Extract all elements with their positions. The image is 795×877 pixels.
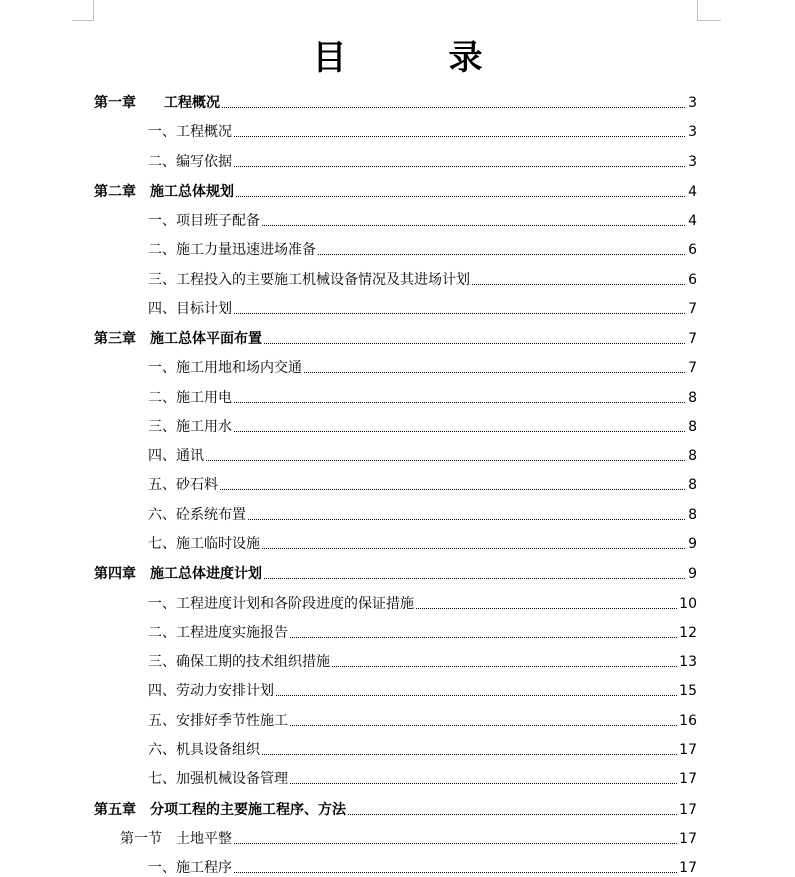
toc-entry[interactable] — [148, 119, 697, 141]
toc-entry-page-number: 12 — [679, 625, 697, 641]
toc-entry[interactable] — [148, 766, 697, 788]
toc-dot-leader — [348, 813, 677, 815]
toc-entry-page-number: 16 — [679, 713, 697, 729]
toc-entry-page-number: 8 — [688, 448, 697, 464]
toc-entry-label: 一、项目班子配备 — [148, 213, 260, 229]
toc-dot-leader — [262, 753, 677, 755]
toc-entry-label: 二、施工力量迅速进场准备 — [148, 242, 316, 258]
toc-entry[interactable] — [148, 355, 697, 377]
toc-entry-page-number: 17 — [679, 742, 697, 758]
toc-entry[interactable] — [120, 826, 697, 848]
toc-entry-label: 六、砼系统布置 — [148, 507, 246, 523]
toc-dot-leader — [220, 488, 685, 490]
toc-entry-label: 一、工程概况 — [148, 124, 232, 140]
toc-dot-leader — [234, 430, 685, 432]
toc-entry[interactable] — [148, 737, 697, 759]
toc-entry-label: 六、机具设备组织 — [148, 742, 260, 758]
toc-entry-label: 第四章 施工总体进度计划 — [94, 566, 262, 582]
toc-entry-page-number: 4 — [688, 184, 697, 200]
toc-entry[interactable] — [148, 531, 697, 553]
toc-entry-label: 一、工程进度计划和各阶段进度的保证措施 — [148, 596, 414, 612]
toc-entry[interactable] — [94, 179, 697, 201]
toc-entry-label: 三、工程投入的主要施工机械设备情况及其进场计划 — [148, 272, 470, 288]
toc-entry-page-number: 9 — [688, 536, 697, 552]
toc-dot-leader — [276, 694, 677, 696]
toc-entry[interactable] — [148, 414, 697, 436]
toc-entry-page-number: 3 — [688, 124, 697, 140]
toc-entry[interactable] — [148, 472, 697, 494]
toc-dot-leader — [290, 636, 677, 638]
toc-entry-label: 五、砂石料 — [148, 477, 218, 493]
toc-entry[interactable] — [94, 561, 697, 583]
toc-entry[interactable] — [148, 149, 697, 171]
toc-entry[interactable] — [148, 237, 697, 259]
toc-entry[interactable] — [148, 591, 697, 613]
toc-entry-label: 四、通讯 — [148, 448, 204, 464]
toc-entry-page-number: 7 — [688, 360, 697, 376]
toc-entry-label: 七、施工临时设施 — [148, 536, 260, 552]
toc-entry[interactable] — [148, 649, 697, 671]
toc-entry-label: 第三章 施工总体平面布置 — [94, 331, 262, 347]
toc-dot-leader — [264, 577, 685, 579]
toc-dot-leader — [262, 224, 685, 226]
toc-entry-label: 四、劳动力安排计划 — [148, 683, 274, 699]
toc-entry[interactable] — [148, 620, 697, 642]
toc-dot-leader — [416, 607, 677, 609]
toc-entry-page-number: 8 — [688, 390, 697, 406]
toc-entry-page-number: 8 — [688, 477, 697, 493]
crop-mark-top-right-horizontal — [697, 20, 721, 21]
toc-entry-page-number: 6 — [688, 272, 697, 288]
toc-entry-label: 二、工程进度实施报告 — [148, 625, 288, 641]
toc-dot-leader — [234, 165, 685, 167]
toc-entry-page-number: 10 — [679, 596, 697, 612]
crop-mark-top-left-vertical — [93, 0, 94, 20]
toc-dot-leader — [234, 401, 685, 403]
toc-entry-page-number: 17 — [679, 860, 697, 876]
toc-entry[interactable] — [148, 855, 697, 877]
toc-entry-label: 二、编写依据 — [148, 154, 232, 170]
toc-entry[interactable] — [148, 678, 697, 700]
toc-entry-page-number: 4 — [688, 213, 697, 229]
toc-entry-label: 一、施工程序 — [148, 860, 232, 876]
toc-entry[interactable] — [148, 267, 697, 289]
toc-dot-leader — [290, 782, 677, 784]
toc-title: 目 录 — [312, 38, 517, 78]
toc-dot-leader — [304, 371, 685, 373]
toc-entry-page-number: 3 — [688, 154, 697, 170]
toc-dot-leader — [264, 342, 685, 344]
toc-entry-label: 七、加强机械设备管理 — [148, 771, 288, 787]
toc-entry-label: 第一章 工程概况 — [94, 95, 220, 111]
toc-entry-page-number: 7 — [688, 301, 697, 317]
toc-dot-leader — [234, 842, 677, 844]
toc-entry-page-number: 8 — [688, 419, 697, 435]
toc-entry[interactable] — [148, 443, 697, 465]
toc-entry[interactable] — [148, 708, 697, 730]
toc-entry-page-number: 17 — [679, 771, 697, 787]
toc-entry-label: 一、施工用地和场内交通 — [148, 360, 302, 376]
toc-entry[interactable] — [148, 296, 697, 318]
toc-dot-leader — [318, 253, 685, 255]
toc-entry-page-number: 9 — [688, 566, 697, 582]
toc-dot-leader — [332, 665, 677, 667]
toc-entry[interactable] — [148, 385, 697, 407]
toc-entry-label: 四、目标计划 — [148, 301, 232, 317]
toc-entry[interactable] — [94, 797, 697, 819]
crop-mark-top-left-horizontal — [72, 20, 94, 21]
toc-entry-page-number: 8 — [688, 507, 697, 523]
toc-entry-label: 第二章 施工总体规划 — [94, 184, 234, 200]
toc-entry-label: 二、施工用电 — [148, 390, 232, 406]
toc-entry[interactable] — [94, 90, 697, 112]
toc-entry[interactable] — [94, 326, 697, 348]
toc-entry-page-number: 13 — [679, 654, 697, 670]
crop-mark-top-right-vertical — [697, 0, 698, 20]
toc-dot-leader — [262, 547, 685, 549]
toc-entry[interactable] — [148, 208, 697, 230]
toc-entry[interactable] — [148, 502, 697, 524]
toc-entry-label: 第一节 土地平整 — [120, 831, 232, 847]
toc-dot-leader — [248, 518, 685, 520]
toc-dot-leader — [234, 135, 685, 137]
toc-dot-leader — [472, 283, 685, 285]
toc-dot-leader — [222, 106, 685, 108]
toc-entry-page-number: 7 — [688, 331, 697, 347]
toc-entry-page-number: 3 — [688, 95, 697, 111]
toc-entry-page-number: 17 — [679, 831, 697, 847]
toc-entry-page-number: 15 — [679, 683, 697, 699]
toc-dot-leader — [236, 195, 685, 197]
toc-dot-leader — [206, 459, 685, 461]
toc-entry-label: 三、确保工期的技术组织措施 — [148, 654, 330, 670]
toc-dot-leader — [234, 312, 685, 314]
toc-dot-leader — [290, 724, 677, 726]
toc-entry-label: 三、施工用水 — [148, 419, 232, 435]
toc-entry-page-number: 17 — [679, 802, 697, 818]
toc-entry-label: 第五章 分项工程的主要施工程序、方法 — [94, 802, 346, 818]
toc-entry-page-number: 6 — [688, 242, 697, 258]
toc-entry-label: 五、安排好季节性施工 — [148, 713, 288, 729]
